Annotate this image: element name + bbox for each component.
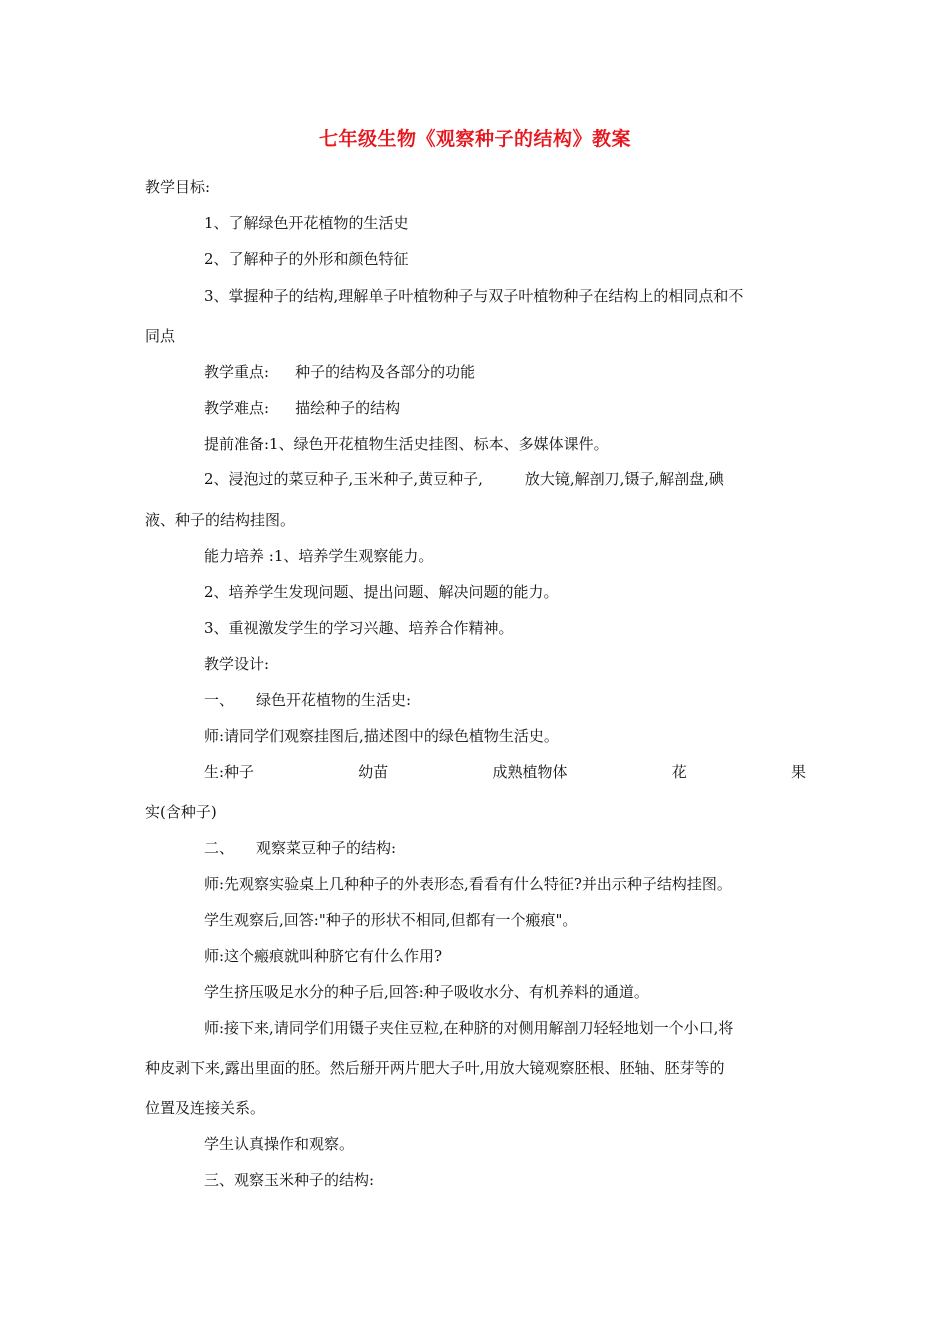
goal-heading: 教学目标:	[145, 178, 211, 196]
student-line-3: 学生挤压吸足水分的种子后,回答:种子吸收水分、有机养料的通道。	[204, 983, 649, 1001]
ability-2: 2、培养学生发现问题、提出问题、解决问题的能力。	[204, 583, 559, 601]
difficult-point-label: 教学难点:	[204, 399, 270, 417]
section-1-number: 一、	[204, 691, 235, 709]
cycle-stage: 果	[790, 763, 806, 781]
preparation-1: 提前准备:1、绿色开花植物生活史挂图、标本、多媒体课件。	[204, 435, 609, 453]
ability-1: 能力培养 :1、培养学生观察能力。	[204, 547, 434, 565]
section-3-heading: 三、观察玉米种子的结构:	[204, 1171, 375, 1189]
difficult-point-text: 描绘种子的结构	[295, 399, 401, 417]
section-2-number: 二、	[204, 839, 235, 857]
cycle-stage: 成熟植物体	[492, 763, 568, 781]
student-cycle-continued: 实(含种子)	[145, 803, 217, 821]
cycle-stage: 幼苗	[358, 763, 389, 781]
preparation-2-left: 2、浸泡过的菜豆种子,玉米种子,黄豆种子,	[204, 470, 483, 488]
teacher-line-2: 师:先观察实验桌上几种种子的外表形态,看看有什么特征?并出示种子结构挂图。	[204, 875, 732, 893]
key-point-text: 种子的结构及各部分的功能	[295, 363, 476, 381]
difficult-point	[204, 398, 400, 418]
teacher-line-3: 师:这个瘢痕就叫种脐它有什么作用?	[204, 947, 443, 965]
preparation-2-continued: 液、种子的结构挂图。	[145, 511, 296, 529]
preparation-2-right: 放大镜,解剖刀,镊子,解剖盘,碘	[524, 470, 724, 488]
teacher-line-4-continued: 种皮剥下来,露出里面的胚。然后掰开两片肥大子叶,用放大镜观察胚根、胚轴、胚芽等的	[145, 1059, 725, 1077]
student-cycle	[204, 762, 806, 782]
student-line-4: 学生认真操作和观察。	[204, 1135, 355, 1153]
cycle-stage: 生:种子	[204, 763, 255, 781]
teacher-line-1: 师:请同学们观察挂图后,描述图中的绿色植物生活史。	[204, 727, 559, 745]
preparation-2	[204, 469, 724, 489]
goal-item-2: 2、了解种子的外形和颜色特征	[204, 250, 409, 268]
teacher-line-4-end: 位置及连接关系。	[145, 1099, 266, 1117]
ability-3: 3、重视激发学生的学习兴趣、培养合作精神。	[204, 619, 514, 637]
page-title: 七年级生物《观察种子的结构》教案	[318, 128, 631, 150]
section-1-heading	[204, 690, 411, 710]
goal-item-3: 3、掌握种子的结构,理解单子叶植物种子与双子叶植物种子在结构上的相同点和不	[204, 287, 744, 305]
design-heading: 教学设计:	[204, 655, 270, 673]
goal-item-3-continued: 同点	[145, 327, 176, 345]
section-2-text: 观察菜豆种子的结构:	[256, 839, 397, 857]
key-point-label: 教学重点:	[204, 363, 270, 381]
section-2-heading	[204, 838, 396, 858]
teacher-line-4: 师:接下来,请同学们用镊子夹住豆粒,在种脐的对侧用解剖刀轻轻地划一个小口,将	[204, 1019, 734, 1037]
key-point	[204, 362, 475, 382]
student-line-2: 学生观察后,回答:"种子的形状不相同,但都有一个瘢痕"。	[204, 911, 578, 929]
goal-item-1: 1、了解绿色开花植物的生活史	[204, 214, 409, 232]
cycle-stage: 花	[671, 763, 687, 781]
section-1-text: 绿色开花植物的生活史:	[256, 691, 412, 709]
